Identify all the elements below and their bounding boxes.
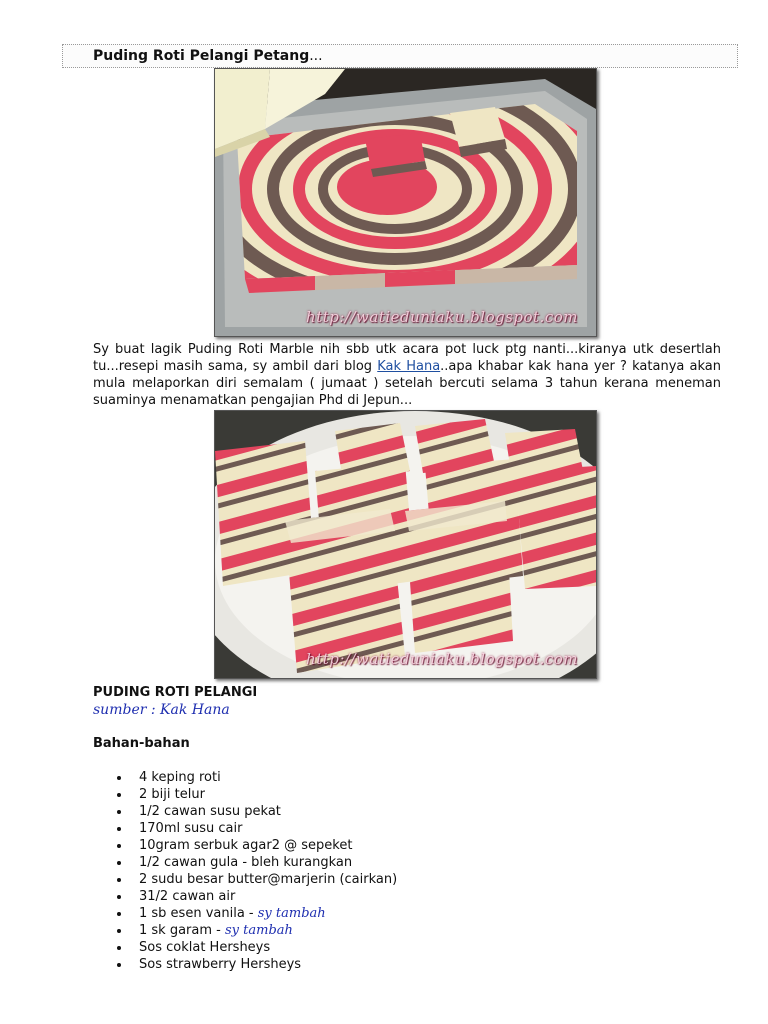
pudding-slices-illustration: [215, 411, 596, 678]
list-item: 4 keping roti: [93, 769, 693, 786]
list-item: 1 sb esen vanila - sy tambah: [93, 905, 693, 922]
bullet-icon: [117, 861, 121, 865]
list-item: 1/2 cawan gula - bleh kurangkan: [93, 854, 693, 871]
ingredients-heading: Bahan-bahan: [93, 736, 190, 751]
bullet-icon: [117, 912, 121, 916]
bullet-icon: [117, 793, 121, 797]
bullet-icon: [117, 929, 121, 933]
list-item: Sos coklat Hersheys: [93, 939, 693, 956]
kak-hana-blog-link[interactable]: Kak Hana: [377, 359, 441, 374]
list-item: 31/2 cawan air: [93, 888, 693, 905]
list-item: 170ml susu cair: [93, 820, 693, 837]
intro-paragraph: Sy buat lagik Puding Roti Marble nih sbb utk acara pot luck ptg nanti...kiranya utk desertlah tu...resepi masih sama, sy ambil dari blog Kak Hana..apa khabar kak hana yer ? katanya akan mula melaporkan diri semalam ( jumaat ) setelah bercuti selama 3 tahun kerana meneman suaminya menamatkan pengajian Phd di Jepun...: [93, 342, 721, 408]
bullet-icon: [117, 895, 121, 899]
bullet-icon: [117, 827, 121, 831]
recipe-title: PUDING ROTI PELANGI: [93, 685, 258, 700]
bullet-icon: [117, 946, 121, 950]
ingredients-list: [93, 769, 693, 973]
bullet-icon: [117, 844, 121, 848]
pudding-tray-photo[interactable]: [214, 68, 597, 337]
post-title[interactable]: Puding Roti Pelangi Petang...: [93, 48, 323, 64]
list-item: 1/2 cawan susu pekat: [93, 803, 693, 820]
bullet-icon: [117, 963, 121, 967]
pudding-tray-illustration: [215, 69, 596, 336]
recipe-source: sumber : Kak Hana: [93, 702, 230, 718]
bullet-icon: [117, 810, 121, 814]
post-title-bar: [62, 44, 738, 68]
photo-watermark: http://watieduniaku.blogspot.com: [306, 650, 578, 668]
pudding-slices-photo[interactable]: [214, 410, 597, 679]
list-item: 10gram serbuk agar2 @ sepeket: [93, 837, 693, 854]
list-item: 2 biji telur: [93, 786, 693, 803]
bullet-icon: [117, 878, 121, 882]
list-item: 2 sudu besar butter@marjerin (cairkan): [93, 871, 693, 888]
bullet-icon: [117, 776, 121, 780]
photo-watermark: http://watieduniaku.blogspot.com: [306, 308, 578, 326]
list-item: Sos strawberry Hersheys: [93, 956, 693, 973]
list-item: 1 sk garam - sy tambah: [93, 922, 693, 939]
